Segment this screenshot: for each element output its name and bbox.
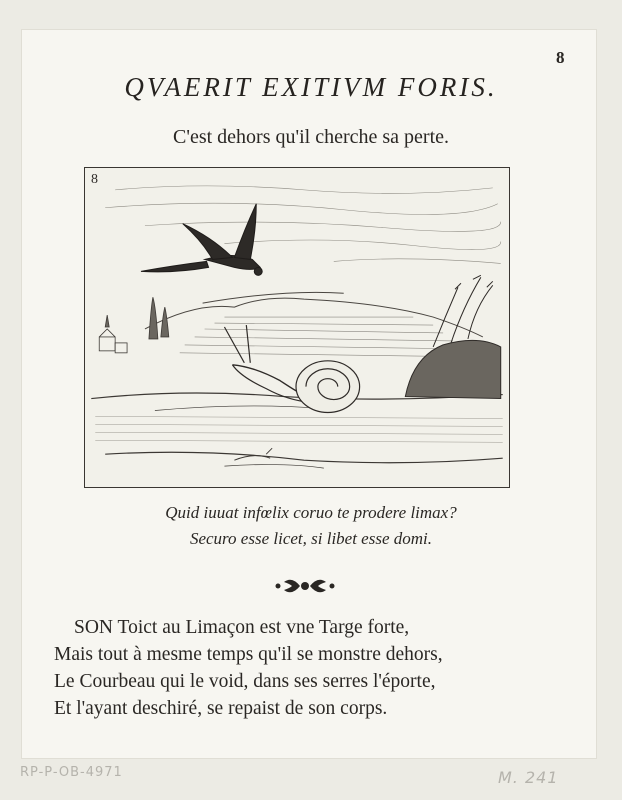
emblem-subtitle: C'est dehors qu'il cherche sa perte. (173, 126, 449, 148)
ground-hatching (95, 416, 502, 442)
pencil-annotation: M. 241 (498, 768, 559, 787)
emblem-motto: QVAERIT EXITIVM FORIS. (124, 72, 498, 102)
snail (224, 325, 359, 412)
engraving-illustration (85, 168, 509, 487)
latin-verse-line: Quid iuuat infœlix coruo te prodere limax? (165, 503, 457, 522)
plate-number: 8 (91, 172, 98, 187)
bush (405, 275, 500, 398)
hill (145, 292, 483, 337)
hill-hatching (180, 317, 473, 357)
ground (91, 393, 502, 468)
inventory-number: RP-P-OB-4971 (20, 765, 123, 780)
verse-line: Et l'ayant deschiré, se repaist de son corps. (54, 698, 388, 719)
french-verse (54, 614, 574, 722)
latin-verse-line: Securo esse licet, si libet esse domi. (189, 529, 433, 548)
verse-line: SON Toict au Limaçon est vne Targe forte, (74, 617, 410, 638)
village (99, 297, 169, 353)
verse-line: Le Courbeau qui le void, dans ses serres l'éporte, (54, 671, 436, 692)
sky-hatching (105, 186, 501, 264)
crow (141, 204, 262, 276)
verse-line: Mais tout à mesme temps qu'il se monstre dehors, (54, 644, 443, 665)
page-number: 8 (556, 48, 565, 67)
fleuron-ornament (274, 574, 336, 598)
engraving-plate (84, 167, 510, 488)
